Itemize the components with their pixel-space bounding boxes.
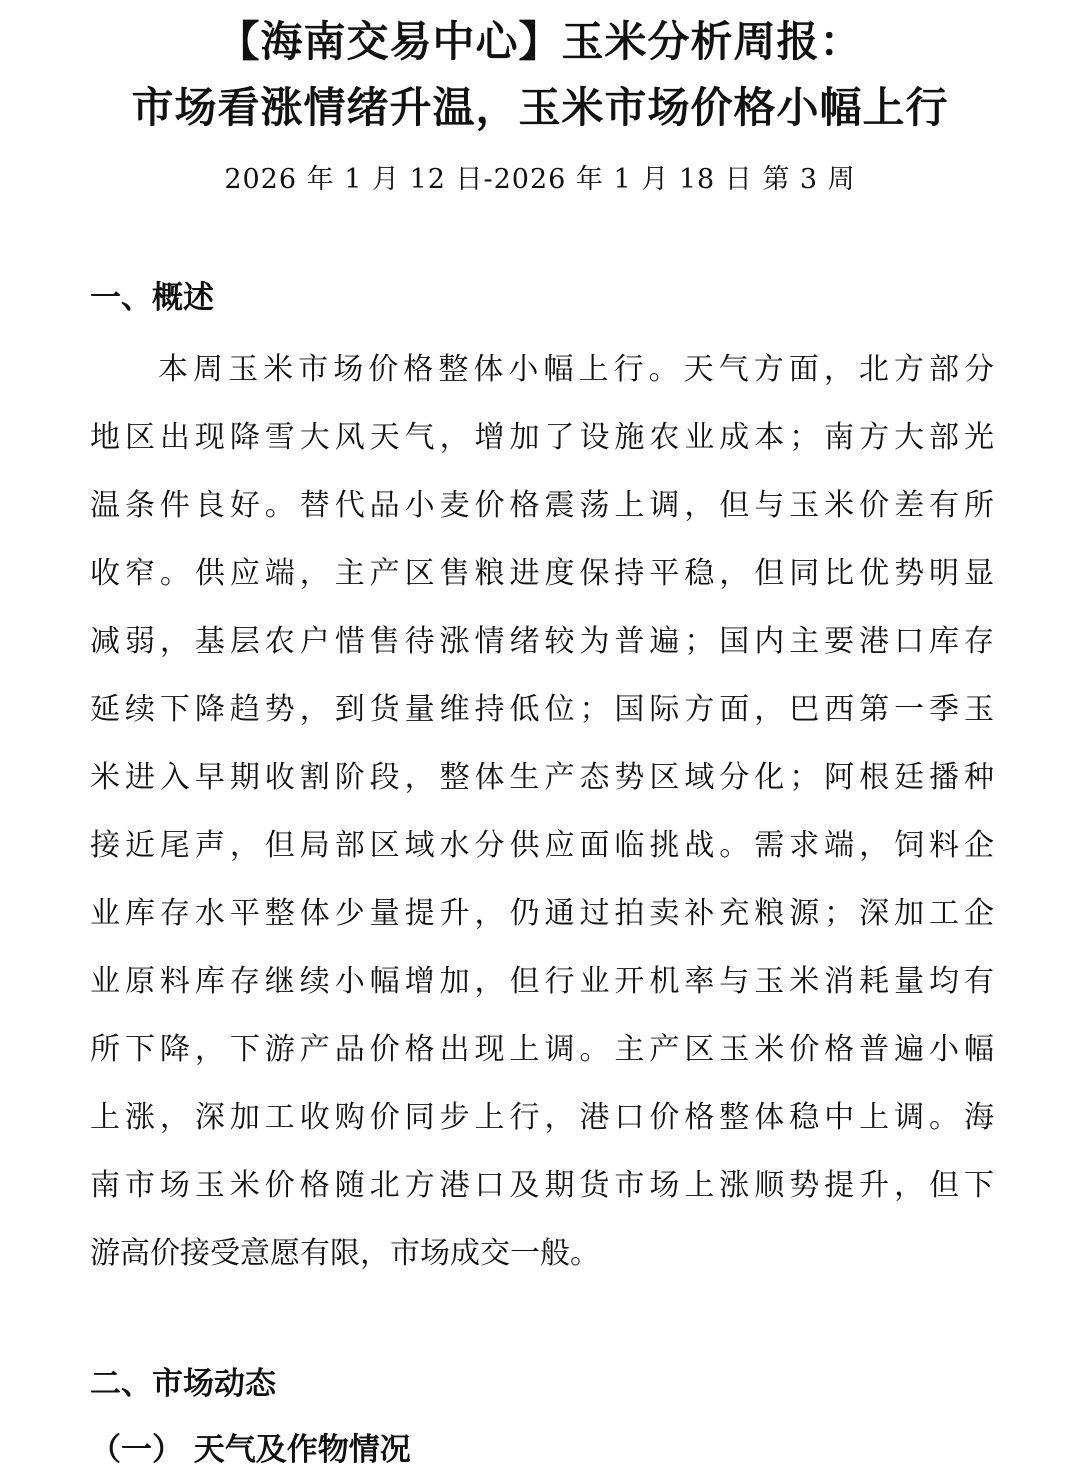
paragraph-line: 游高价接受意愿有限，市场成交一般。 — [90, 1236, 600, 1271]
paragraph-line: 上涨，深加工收购价同步上行，港口价格整体稳中上调。海 — [90, 1100, 994, 1135]
paragraph-line: 所下降，下游产品价格出现上调。主产区玉米价格普遍小幅 — [90, 1032, 994, 1067]
paragraph-line: 本周玉米市场价格整体小幅上行。天气方面，北方部分 — [158, 352, 994, 387]
report-title-line-1: 【海南交易中心】玉米分析周报： — [217, 17, 863, 66]
paragraph-line: 南市场玉米价格随北方港口及期货市场上涨顺势提升，但下 — [90, 1168, 994, 1203]
section-heading-overview: 一、概述 — [90, 280, 214, 316]
paragraph-line: 地区出现降雪大风天气，增加了设施农业成本；南方大部光 — [90, 420, 994, 455]
paragraph-line: 收窄。供应端，主产区售粮进度保持平稳，但同比优势明显 — [90, 556, 994, 591]
paragraph-line: 温条件良好。替代品小麦价格震荡上调，但与玉米价差有所 — [90, 488, 994, 523]
section-heading-market-dynamics: 二、市场动态 — [90, 1366, 276, 1402]
report-date-range: 2026 年 1 月 12 日-2026 年 1 月 18 日 第 3 周 — [224, 164, 856, 195]
paragraph-line: 业库存水平整体少量提升，仍通过拍卖补充粮源；深加工企 — [90, 896, 994, 931]
paragraph-line: 业原料库存继续小幅增加，但行业开机率与玉米消耗量均有 — [90, 964, 994, 999]
paragraph-line: 减弱，基层农户惜售待涨情绪较为普遍；国内主要港口库存 — [90, 624, 994, 659]
paragraph-line: 延续下降趋势，到货量维持低位；国际方面，巴西第一季玉 — [90, 692, 994, 727]
paragraph-line: 接近尾声，但局部区域水分供应面临挑战。需求端，饲料企 — [90, 828, 994, 863]
report-title-line-2: 市场看涨情绪升温，玉米市场价格小幅上行 — [131, 83, 949, 132]
overview-paragraph — [90, 336, 994, 1288]
paragraph-line: 米进入早期收割阶段，整体生产态势区域分化；阿根廷播种 — [90, 760, 994, 795]
subsection-heading-weather-crops: （一） 天气及作物情况 — [90, 1432, 411, 1468]
